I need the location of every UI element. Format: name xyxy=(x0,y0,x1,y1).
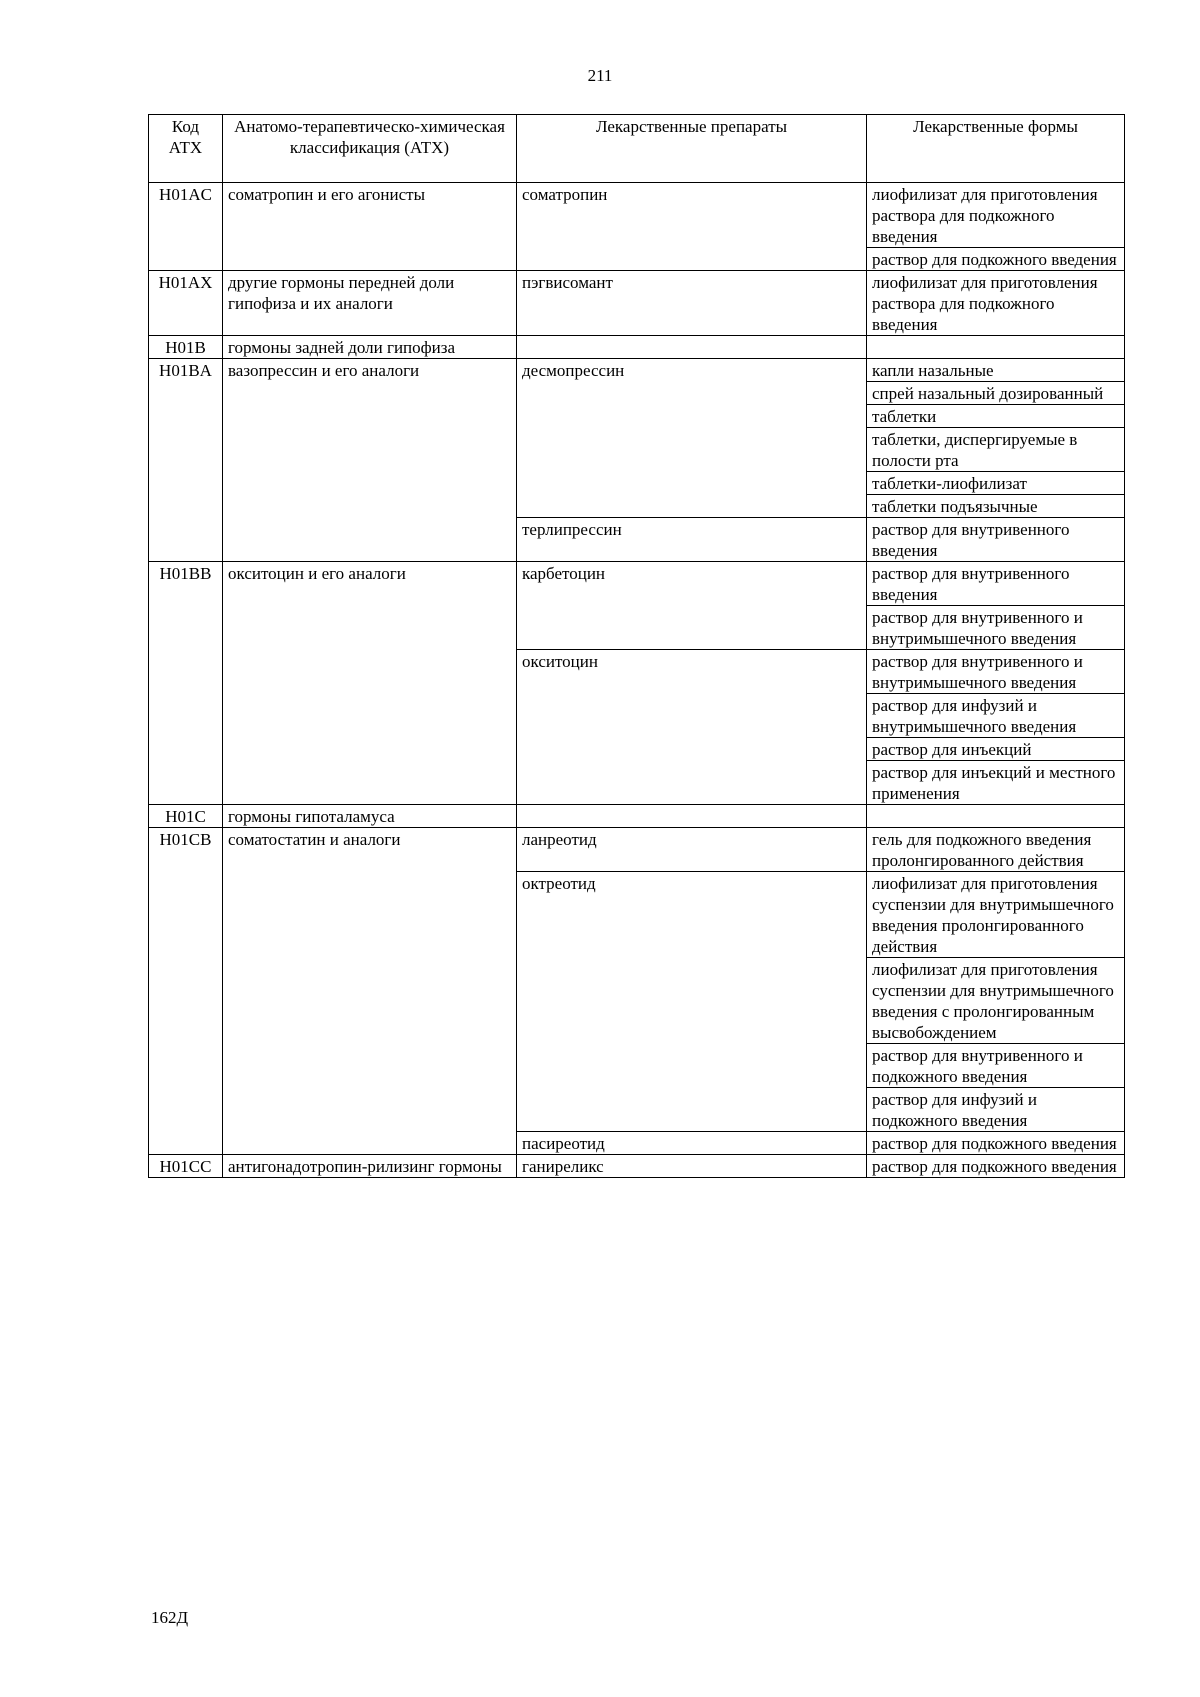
drug-cell xyxy=(517,336,867,359)
drug-cell: окситоцин xyxy=(517,650,867,805)
form-cell: раствор для подкожного введения xyxy=(867,1155,1125,1178)
table-header-row xyxy=(149,115,1125,183)
classification-cell: соматропин и его агонисты xyxy=(223,183,517,271)
form-cell: таблетки-лиофилизат xyxy=(867,472,1125,495)
table-row xyxy=(149,183,1125,248)
form-cell xyxy=(867,805,1125,828)
form-cell: лиофилизат для приготовления раствора для подкожного введения xyxy=(867,183,1125,248)
drug-cell: пасиреотид xyxy=(517,1132,867,1155)
form-cell: лиофилизат для приготовления раствора для подкожного введения xyxy=(867,271,1125,336)
drug-cell: октреотид xyxy=(517,872,867,1132)
form-cell: лиофилизат для приготовления суспензии для внутримышечного введения пролонгированного действия xyxy=(867,872,1125,958)
form-cell: раствор для инъекций и местного применения xyxy=(867,761,1125,805)
form-cell: таблетки подъязычные xyxy=(867,495,1125,518)
drug-cell: десмопрессин xyxy=(517,359,867,518)
form-cell: раствор для внутривенного и внутримышечного введения xyxy=(867,606,1125,650)
form-cell: раствор для инъекций xyxy=(867,738,1125,761)
classification-cell: другие гормоны передней доли гипофиза и их аналоги xyxy=(223,271,517,336)
form-cell: спрей назальный дозированный xyxy=(867,382,1125,405)
header-drugs: Лекарственные препараты xyxy=(517,115,867,183)
drug-cell: соматропин xyxy=(517,183,867,271)
form-cell: раствор для внутривенного введения xyxy=(867,562,1125,606)
drug-cell: карбетоцин xyxy=(517,562,867,650)
form-cell: таблетки, диспергируемые в полости рта xyxy=(867,428,1125,472)
page-number: 211 xyxy=(587,66,613,85)
classification-cell: соматостатин и аналоги xyxy=(223,828,517,1155)
table-row xyxy=(149,271,1125,336)
header-forms: Лекарственные формы xyxy=(867,115,1125,183)
drug-cell: ланреотид xyxy=(517,828,867,872)
form-cell: раствор для внутривенного и внутримышечного введения xyxy=(867,650,1125,694)
classification-cell: антигонадотропин-рилизинг гормоны xyxy=(223,1155,517,1178)
form-cell: лиофилизат для приготовления суспензии для внутримышечного введения с пролонгированным высвобождением xyxy=(867,958,1125,1044)
table-row xyxy=(149,359,1125,382)
classification-cell: гормоны гипоталамуса xyxy=(223,805,517,828)
form-cell: раствор для внутривенного введения xyxy=(867,518,1125,562)
atc-drug-table xyxy=(148,114,1125,1178)
drug-cell: пэгвисомант xyxy=(517,271,867,336)
header-classification: Анатомо-терапевтическо-химическая классификация (АТХ) xyxy=(223,115,517,183)
classification-cell: окситоцин и его аналоги xyxy=(223,562,517,805)
table-row xyxy=(149,562,1125,606)
classification-cell: гормоны задней доли гипофиза xyxy=(223,336,517,359)
drug-cell: ганиреликс xyxy=(517,1155,867,1178)
form-cell: таблетки xyxy=(867,405,1125,428)
table-row xyxy=(149,1155,1125,1178)
atc-code-cell: H01AX xyxy=(149,271,223,336)
atc-code-cell: H01BB xyxy=(149,562,223,805)
atc-code-cell: H01AC xyxy=(149,183,223,271)
atc-code-cell: H01B xyxy=(149,336,223,359)
classification-cell: вазопрессин и его аналоги xyxy=(223,359,517,562)
table-row xyxy=(149,805,1125,828)
footer-document-code: 162Д xyxy=(151,1608,189,1627)
drug-cell: терлипрессин xyxy=(517,518,867,562)
form-cell: гель для подкожного введения пролонгированного действия xyxy=(867,828,1125,872)
header-code: Код АТХ xyxy=(149,115,223,183)
form-cell: раствор для подкожного введения xyxy=(867,248,1125,271)
atc-code-cell: H01CB xyxy=(149,828,223,1155)
atc-code-cell: H01CC xyxy=(149,1155,223,1178)
form-cell xyxy=(867,336,1125,359)
form-cell: раствор для внутривенного и подкожного введения xyxy=(867,1044,1125,1088)
form-cell: раствор для инфузий и внутримышечного введения xyxy=(867,694,1125,738)
form-cell: капли назальные xyxy=(867,359,1125,382)
form-cell: раствор для подкожного введения xyxy=(867,1132,1125,1155)
form-cell: раствор для инфузий и подкожного введения xyxy=(867,1088,1125,1132)
atc-code-cell: H01C xyxy=(149,805,223,828)
atc-code-cell: H01BA xyxy=(149,359,223,562)
table-row xyxy=(149,828,1125,872)
drug-cell xyxy=(517,805,867,828)
table-row xyxy=(149,336,1125,359)
